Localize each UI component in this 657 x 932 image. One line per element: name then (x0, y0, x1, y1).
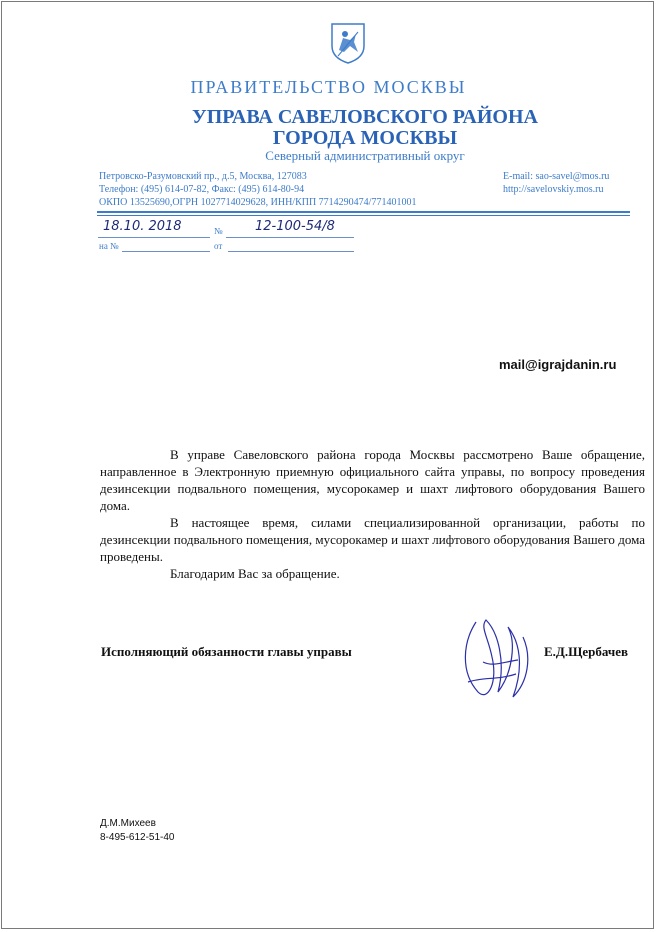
letterhead-contacts-block (503, 170, 609, 196)
signatory-title: Исполняющий обязанности главы управы (101, 644, 352, 659)
handwritten-signature (458, 612, 533, 707)
org-name-line2: ГОРОДА МОСКВЫ (272, 127, 458, 149)
letterhead-rule (97, 211, 630, 213)
handwritten-date: 18.10. 2018 (103, 219, 182, 234)
executor-block (100, 817, 175, 845)
registry: ОКПО 13525690,ОГРН 1027714029628, ИНН/КПП 7714290474/771401001 (99, 197, 417, 208)
number-underline (226, 237, 354, 238)
address: Петровско-Разумовский пр., д.5, Москва, 127083 (99, 171, 307, 182)
coat-of-arms-icon (330, 22, 366, 64)
phone: Телефон: (495) 614-07-82, Факс: (495) 614-80-94 (99, 184, 305, 195)
body-paragraph: В управе Савеловского района города Москвы рассмотрено Ваше обращение, направленное в Электронную приемную официального сайта управы, по вопросу проведения дезинсекции подвального помещения, мусорокамер и шахт лифтового оборудования Вашего дома. (100, 447, 645, 513)
executor-phone: 8-495-612-51-40 (100, 832, 175, 843)
email: E-mail: sao-savel@mos.ru (503, 171, 610, 182)
from-underline (228, 251, 354, 252)
handwritten-number: 12-100-54/8 (255, 219, 335, 234)
number-label: № (214, 226, 223, 236)
letter-body (100, 446, 645, 582)
reply-label: на № (99, 241, 119, 251)
reply-underline (122, 251, 210, 252)
letterhead-address-block (99, 170, 416, 209)
executor-name: Д.М.Михеев (100, 818, 156, 829)
from-label: от (214, 241, 223, 251)
district-name: Северный административный округ (265, 148, 465, 163)
government-name: ПРАВИТЕЛЬСТВО МОСКВЫ (190, 77, 467, 97)
recipient-email: mail@igrajdanin.ru (499, 357, 617, 372)
date-underline (98, 237, 210, 238)
body-paragraph: В настоящее время, силами специализированной организации, работы по дезинсекции подвального помещения, мусорокамер и шахт лифтового оборудования Вашего дома проведены. (100, 515, 645, 564)
website: http://savelovskiy.mos.ru (503, 184, 604, 195)
body-paragraph: Благодарим Вас за обращение. (170, 566, 340, 581)
signatory-name: Е.Д.Щербачев (544, 644, 628, 659)
org-name-line1: УПРАВА САВЕЛОВСКОГО РАЙОНА (192, 106, 538, 128)
letterhead-rule-thin (97, 215, 630, 216)
